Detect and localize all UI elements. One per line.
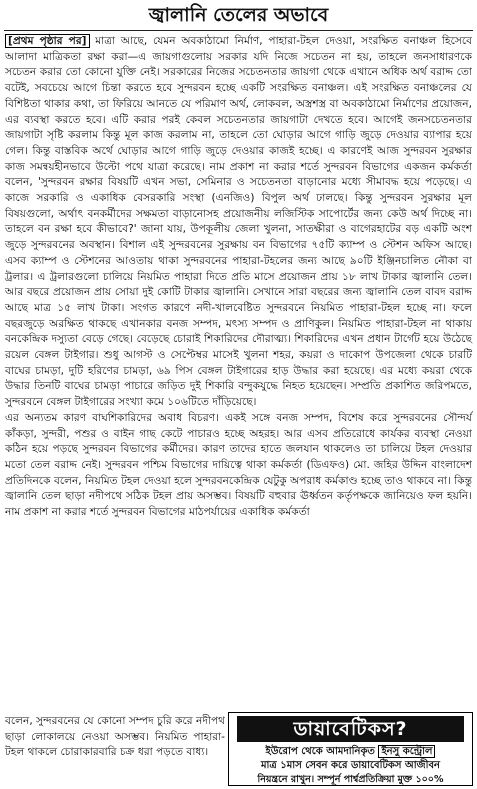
advertisement-box xyxy=(228,712,473,786)
article-narrow-column xyxy=(5,714,225,761)
ad-brand: ইনসু কন্ট্রোল xyxy=(378,745,435,758)
continuation-tag: [প্রথম পৃষ্ঠার পর] xyxy=(5,34,90,48)
article-paragraph xyxy=(5,34,472,411)
article-paragraph: এর অন্যতম কারণ বাঘশিকারিদের অবাধ বিচরণ। একই সঙ্গে বনজ সম্পদ, বিশেষ করে সুন্দরবনের সৌন্দর্য কাঁকড়া, সুন্দরী, পশুর ও বাইন গাছ কেটে পাচারও হচ্ছে অহরহ। আর এসব প্রতিরোধে কার্যকর ব্যবস্থা নেওয়া কঠিন হয়ে পড়ছে সুন্দরবন বিভাগের কর্মীদের। কারণ তাদের হাতে জলযান থাকলেও তা চালিয়ে টহল দেওয়ার মতো তেল বরাদ্দ নেই। সুন্দরবন পশ্চিম বিভাগের দায়িত্বে থাকা কর্মকর্তা (ডিএফও) মো. জহির উদ্দিন বাংলাদেশ প্রতিদিনকে বলেন, নিয়মিত টহল দেওয়া হলে সুন্দরবনকেন্দ্রিক যেটুকু অপরাধ কর্মকাণ্ড হচ্ছে তাও থাকবে না। কিন্তু জ্বালানি তেল ছাড়া নদীপথে সঠিক টহল প্রায় অসম্ভব। বিষয়টি বহুবার ঊর্ধ্বতন কর্তৃপক্ষকে জানিয়েও ফল হয়নি। নাম প্রকাশ না করার শর্তে সুন্দরবন বিভাগের মাঠপর্যায়ের একাধিক কর্মকর্তা xyxy=(5,411,472,519)
ad-import-line xyxy=(229,744,472,759)
article-headline: জ্বালানি তেলের অভাবে xyxy=(148,4,329,26)
headline-divider xyxy=(4,30,473,31)
ad-import-text: ইউরোপ থেকে আমদানিকৃত xyxy=(265,746,375,757)
ad-claim-line: নিয়ন্ত্রনে রাখুন। সম্পূর্ন পার্শ্বপ্রতিক্রিয়া মুক্ত ১০০% xyxy=(257,774,444,785)
paragraph-text: মাত্রা আছে, যেমন অবকাঠামো নির্মাণ, পাহারা-টহল দেওয়া, সংরক্ষিত বনাঞ্চল হিসেবে আলাদা মাত্রিকতা রক্ষা করা—এ জায়গাগুলোয় সরকার যদি নিজে সচেতন না হয়, তাহলে জনসাধারণকে সচেতন করার তো কোনো যুক্তি নেই। সরকারের নিজের সচেতনতার জায়গা থেকে এখানে অধিক অর্থ বরাদ্দ তো বটেই, সবচেয়ে আগে চিন্তা করতে হবে সুন্দরবন হচ্ছে একটি সংরক্ষিত বনাঞ্চল। এই সংরক্ষিত বনাঞ্চলের যে বিশিষ্টতা থাকার কথা, তা ফিরিয়ে আনতে যে পরিমাণ অর্থ, লোকবল, অস্ত্রশস্ত্র বা অবকাঠামো নির্মাণের প্রয়োজন, এর ব্যবস্থা করতে হবে। এটি করার পরই কেবল সচেতনতার জায়গাটা দেখতে হবে। আগেই জনসচেতনতার জায়গাটা সৃষ্টি করলাম কিন্তু মূল কাজ করলাম না, তাহলে তো ঘোড়ার আগে গাড়ি জুড়ে দেওয়ার ব্যাপার হয়ে গেল। কিন্তু বাস্তবিক অর্থে ঘোড়ার আগে গাড়ি জুড়ে দেওয়ার কাজই হচ্ছে। এ কারণেই আজ সুন্দরবন সুরক্ষার কাজ সমন্বয়হীনভাবে উল্টো পথে যাত্রা করেছে। নাম প্রকাশ না করার শর্তে সুন্দরবন বিভাগের একজন কর্মকর্তা বলেন, 'সুন্দরবন রক্ষার বিষয়টি এখন সভা, সেমিনার ও সচেতনতা বাড়ানোর মধ্যে সীমাবদ্ধ হয়ে পড়েছে। এ কাজে সরকারি ও একাধিক বেসরকারি সংস্থা (এনজিও) বিপুল অর্থ ঢালছে। কিন্তু সুন্দরবন সুরক্ষার মূল বিষয়গুলো, অর্থাৎ বনকর্মীদের সক্ষমতা বাড়ানোসহ প্রয়োজনীয় লজিস্টিক সাপোর্টের জন্য কেউ অর্থ দিচ্ছে না। তাহলে বন রক্ষা হবে কীভাবে?' জানা যায়, উপকূলীয় জেলা খুলনা, সাতক্ষীরা ও বাগেরহাটের বড় একটি অংশ জুড়ে সুন্দরবনের অবস্থান। বিশাল এই সুন্দরবনের সুরক্ষায় বন বিভাগের ৭৫টি ক্যাম্প ও স্টেশন অফিস আছে। এসব ক্যাম্প ও স্টেশনের আওতায় থাকা সুন্দরবনের পাহারা-টহলের জন্য আছে ৯০টি ইঞ্জিনচালিত নৌকা বা ট্রলার। এ ট্রলারগুলো চালিয়ে নিয়মিত পাহারা দিতে প্রতি মাসে প্রয়োজন প্রায় ১৮ লাখ টাকার জ্বালানি তেল। আর বছরে প্রয়োজন প্রায় সোয়া দুই কোটি টাকার জ্বালানি। সেখানে সারা বছরের জন্য জ্বালানি তেল বাবদ বরাদ্দ আছে মাত্র ১৫ লাখ টাকা। সংগত কারণে নদী-খালবেষ্টিত সুন্দরবনে নিয়মিত পাহারা-টহল হচ্ছে না। ফলে বছরজুড়ে অরক্ষিত থাকছে এখানকার বনজ সম্পদ, মৎস্য সম্পদ ও প্রাণিকুল। নিয়মিত পাহারা-টহল না থাকায় বনকেন্দ্রিক দস্যুতা বেড়ে গেছে। বেড়েছে চোরাই শিকারিদের দৌরাত্ম্য। শিকারিদের এখন প্রধান টার্গেট হয়ে উঠেছে রয়েল বেঙ্গল টাইগার। শুধু আগস্ট ও সেপ্টেম্বর মাসেই খুলনা শহর, কয়রা ও দাকোপ উপজেলা থেকে চারটি বাঘের চামড়া, দুটি হরিণের চামড়া, ৬৯ পিস বেঙ্গল টাইগারের হাড় উদ্ধার করা হয়েছে। এর মধ্যে কয়রা থেকে উদ্ধার তিনটি বাঘের চামড়া পাচারে জড়িত দুই শিকারি বন্দুকযুদ্ধে নিহত হয়েছেন। সম্প্রতি প্রকাশিত জরিপমতে, সুন্দরবনে বেঙ্গল টাইগারের সংখ্যা কমে ১০৬টিতে দাঁড়িয়েছে। xyxy=(5,35,473,409)
article-paragraph: বলেন, সুন্দরবনের যে কোনো সম্পদ চুরি করে নদীপথ ছাড়া লোকালয়ে নেওয়া অসম্ভব। নিয়মিত পাহারা-টহল থাকলে চোরাকারবারি চক্র ধরা পড়তে বাধ্য। xyxy=(5,715,225,759)
ad-description-line: মাত্র ১মাস সেবন করে ডায়াবেটিকস আজীবন xyxy=(260,760,441,771)
ad-title: ডায়াবেটিকস? xyxy=(237,716,464,742)
article-body xyxy=(5,34,472,521)
